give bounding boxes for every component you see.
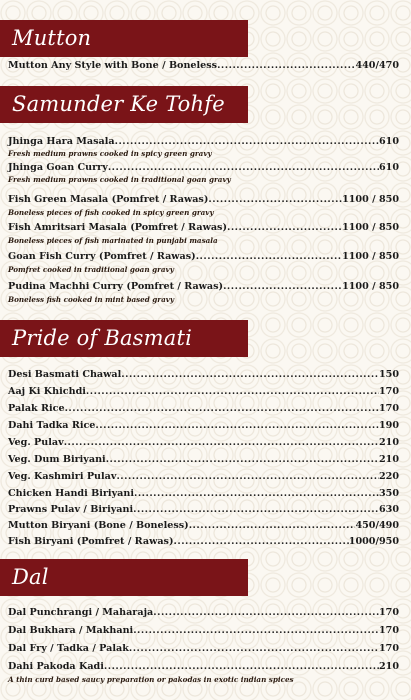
menu-item (8, 487, 399, 500)
item-name: Fish Biryani (Pomfret / Rawas) (8, 536, 174, 547)
item-name: Dal Punchrangi / Maharaja (8, 607, 154, 618)
item-price: 190 (378, 420, 399, 431)
item-price: 1100 / 850 (342, 281, 399, 292)
item-name: Goan Fish Curry (Pomfret / Rawas) (8, 251, 196, 262)
item-price: 610 (378, 162, 399, 173)
menu-item (8, 453, 399, 466)
item-description: Boneless pieces of fish marinated in punjabi masala (8, 236, 218, 245)
item-name: Dahi Pakoda Kadi (8, 661, 104, 672)
menu-item (8, 280, 399, 293)
item-name: Jhinga Hara Masala (8, 136, 115, 147)
menu-item (8, 368, 399, 381)
item-price: 170 (378, 607, 399, 618)
menu-item (8, 503, 399, 516)
item-price: 170 (378, 625, 399, 636)
menu-item (8, 436, 399, 449)
section-header-mutton: Mutton (0, 20, 248, 57)
item-price: 220 (378, 471, 399, 482)
item-description: Boneless pieces of fish cooked in spicy green gravy (8, 208, 214, 217)
item-price: 210 (378, 661, 399, 672)
item-price: 1100 / 850 (342, 251, 399, 262)
section-header-pride-of-basmati: Pride of Basmati (0, 320, 248, 357)
item-name: Dal Bukhara / Makhani (8, 625, 134, 636)
menu-item (8, 193, 399, 206)
item-price: 170 (378, 386, 399, 397)
menu-item (8, 470, 399, 483)
item-name: Dal Fry / Tadka / Palak (8, 643, 129, 654)
menu-item (8, 250, 399, 263)
item-price: 630 (378, 504, 399, 515)
item-name: Jhinga Goan Curry (8, 162, 108, 173)
item-name: Dahi Tadka Rice (8, 420, 96, 431)
item-name: Veg. Pulav (8, 437, 64, 448)
item-description: A thin curd based saucy preparation or pakodas in exotic indian spices (8, 675, 294, 684)
item-description: Pomfret cooked in traditional goan gravy (8, 265, 174, 274)
item-price: 440/470 (355, 60, 399, 71)
item-name: Pudina Machhi Curry (Pomfret / Rawas) (8, 281, 224, 292)
item-name: Aaj Ki Khichdi (8, 386, 86, 397)
menu-item (8, 642, 399, 655)
item-price: 610 (378, 136, 399, 147)
menu-item (8, 606, 399, 619)
item-name: Chicken Handi Biriyani (8, 488, 134, 499)
item-price: 150 (378, 369, 399, 380)
item-price: 210 (378, 437, 399, 448)
item-name: Mutton Biryani (Bone / Boneless) (8, 520, 189, 531)
section-header-samunder-ke-tohfe: Samunder Ke Tohfe (0, 86, 248, 123)
item-price: 1100 / 850 (342, 222, 399, 233)
item-name: Palak Rice (8, 403, 65, 414)
item-description: Fresh medium prawns cooked in spicy green gravy (8, 149, 212, 158)
item-description: Boneless fish cooked in mint based gravy (8, 295, 175, 304)
item-name: Fish Amritsari Masala (Pomfret / Rawas) (8, 222, 227, 233)
item-name: Prawns Pulav / Biriyani (8, 504, 134, 515)
item-price: 450/490 (355, 520, 399, 531)
item-name: Veg. Kashmiri Pulav (8, 471, 117, 482)
menu-item (8, 402, 399, 415)
item-price: 170 (378, 403, 399, 414)
item-name: Mutton Any Style with Bone / Boneless (8, 60, 218, 71)
item-price: 1100 / 850 (342, 194, 399, 205)
item-name: Desi Basmati Chawal (8, 369, 122, 380)
item-description: Fresh medium prawns cooked in traditional goan gravy (8, 175, 231, 184)
item-price: 350 (378, 488, 399, 499)
menu-item (8, 135, 399, 148)
section-header-dal: Dal (0, 559, 248, 596)
item-name: Fish Green Masala (Pomfret / Rawas) (8, 194, 209, 205)
menu-item (8, 161, 399, 174)
menu-item (8, 59, 399, 72)
menu-item (8, 535, 399, 548)
menu-item (8, 419, 399, 432)
menu-item (8, 624, 399, 637)
menu-item (8, 221, 399, 234)
item-price: 1000/950 (348, 536, 399, 547)
menu-item (8, 519, 399, 532)
item-price: 170 (378, 643, 399, 654)
menu-item (8, 385, 399, 398)
menu-item (8, 660, 399, 673)
item-name: Veg. Dum Biriyani (8, 454, 106, 465)
item-price: 210 (378, 454, 399, 465)
